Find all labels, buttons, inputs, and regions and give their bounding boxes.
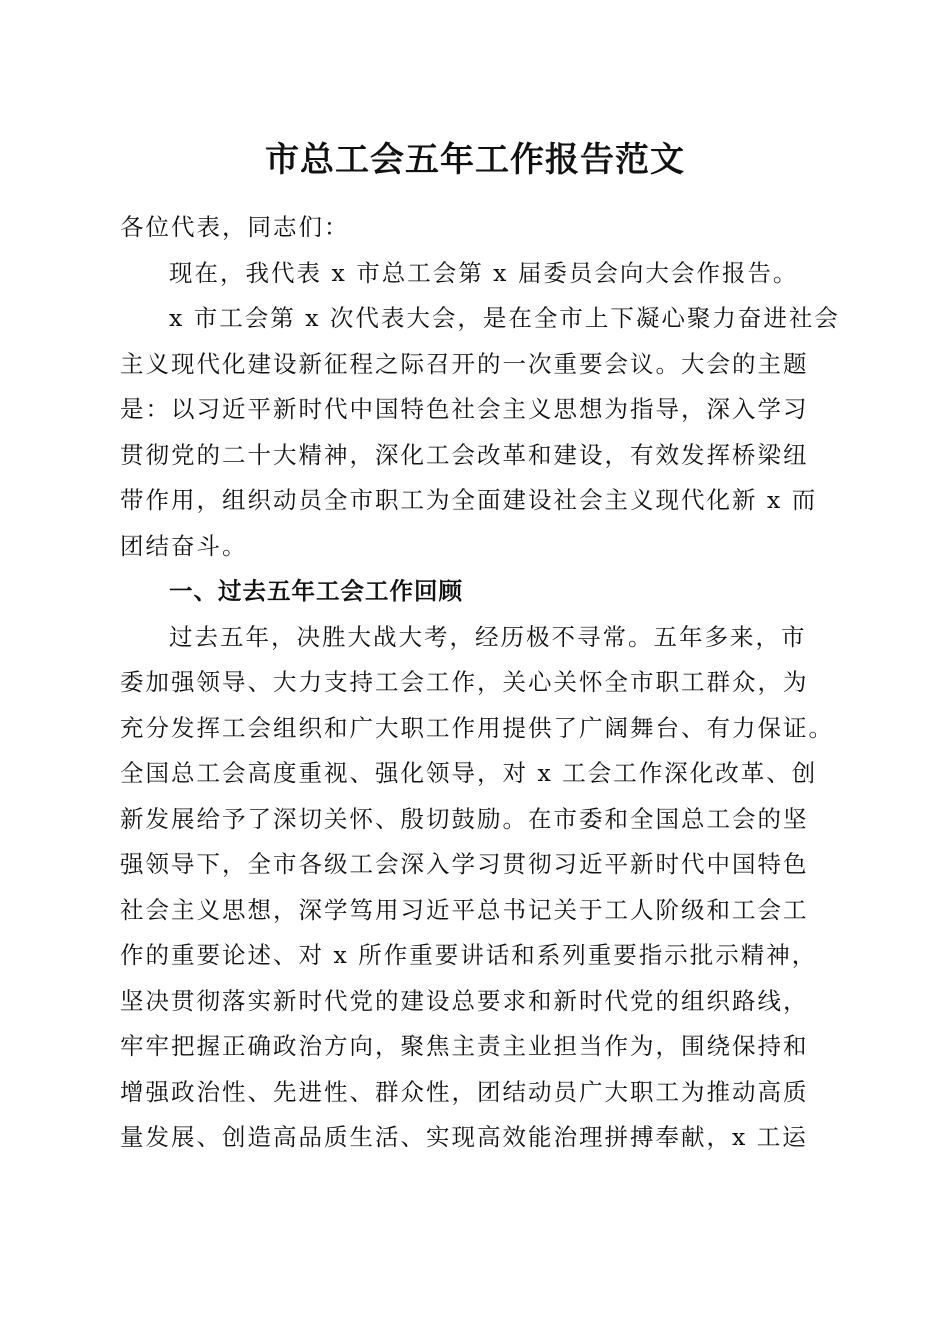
document-body — [120, 205, 840, 1161]
paragraph-line: 增强政治性、先进性、群众性，团结动员广大职工为推动高质 — [120, 1077, 809, 1106]
paragraph-line: 带作用，组织动员全市职工为全面建设社会主义现代化新 x 而 — [120, 486, 818, 514]
paragraph-line: 贯彻党的二十大精神，深化工会改革和建设，有效发挥桥梁纽 — [120, 440, 809, 469]
paragraph-line: 现在，我代表 x 市总工会第 x 届委员会向大会作报告。 — [169, 258, 799, 287]
paragraph-line: x 市工会第 x 次代表大会，是在全市上下凝心聚力奋进社会 — [169, 304, 840, 332]
paragraph-line: 作的重要论述、对 x 所作重要讲话和系列重要指示批示精神， — [120, 941, 818, 969]
paragraph-line: 委加强领导、大力支持工会工作，关心关怀全市职工群众，为 — [120, 668, 809, 696]
paragraph-line: 充分发挥工会组织和广大职工作用提供了广阔舞台、有力保证。 — [120, 713, 834, 742]
paragraph-line: 主义现代化建设新征程之际召开的一次重要会议。大会的主题 — [120, 349, 809, 378]
paragraph-line: 牢牢把握正确政治方向，聚焦主责主业担当作为，围绕保持和 — [120, 1032, 809, 1060]
document-title: 市总工会五年工作报告范文 — [265, 140, 685, 180]
paragraph-line: 是：以习近平新时代中国特色社会主义思想为指导，深入学习 — [120, 395, 809, 423]
paragraph-line: 全国总工会高度重视、强化领导，对 x 工会工作深化改革、创 — [120, 759, 818, 787]
salutation-line: 各位代表，同志们： — [120, 213, 350, 241]
paragraph-line: 社会主义思想，深学笃用习近平总书记关于工人阶级和工会工 — [120, 895, 809, 924]
paragraph-line: 强领导下，全市各级工会深入学习贯彻习近平新时代中国特色 — [120, 850, 809, 878]
paragraph-line: 量发展、创造高品质生活、实现高效能治理拼搏奉献，x 工运 — [120, 1123, 808, 1151]
paragraph-line: 团结奋斗。 — [120, 531, 248, 560]
paragraph-line: 新发展给予了深切关怀、殷切鼓励。在市委和全国总工会的坚 — [120, 804, 809, 833]
paragraph-line: 过去五年，决胜大战大考，经历极不寻常。五年多来，市 — [169, 622, 807, 651]
paragraph-line: 坚决贯彻落实新时代党的建设总要求和新时代党的组织路线， — [120, 986, 809, 1015]
section-heading: 一、过去五年工会工作回顾 — [169, 577, 463, 605]
